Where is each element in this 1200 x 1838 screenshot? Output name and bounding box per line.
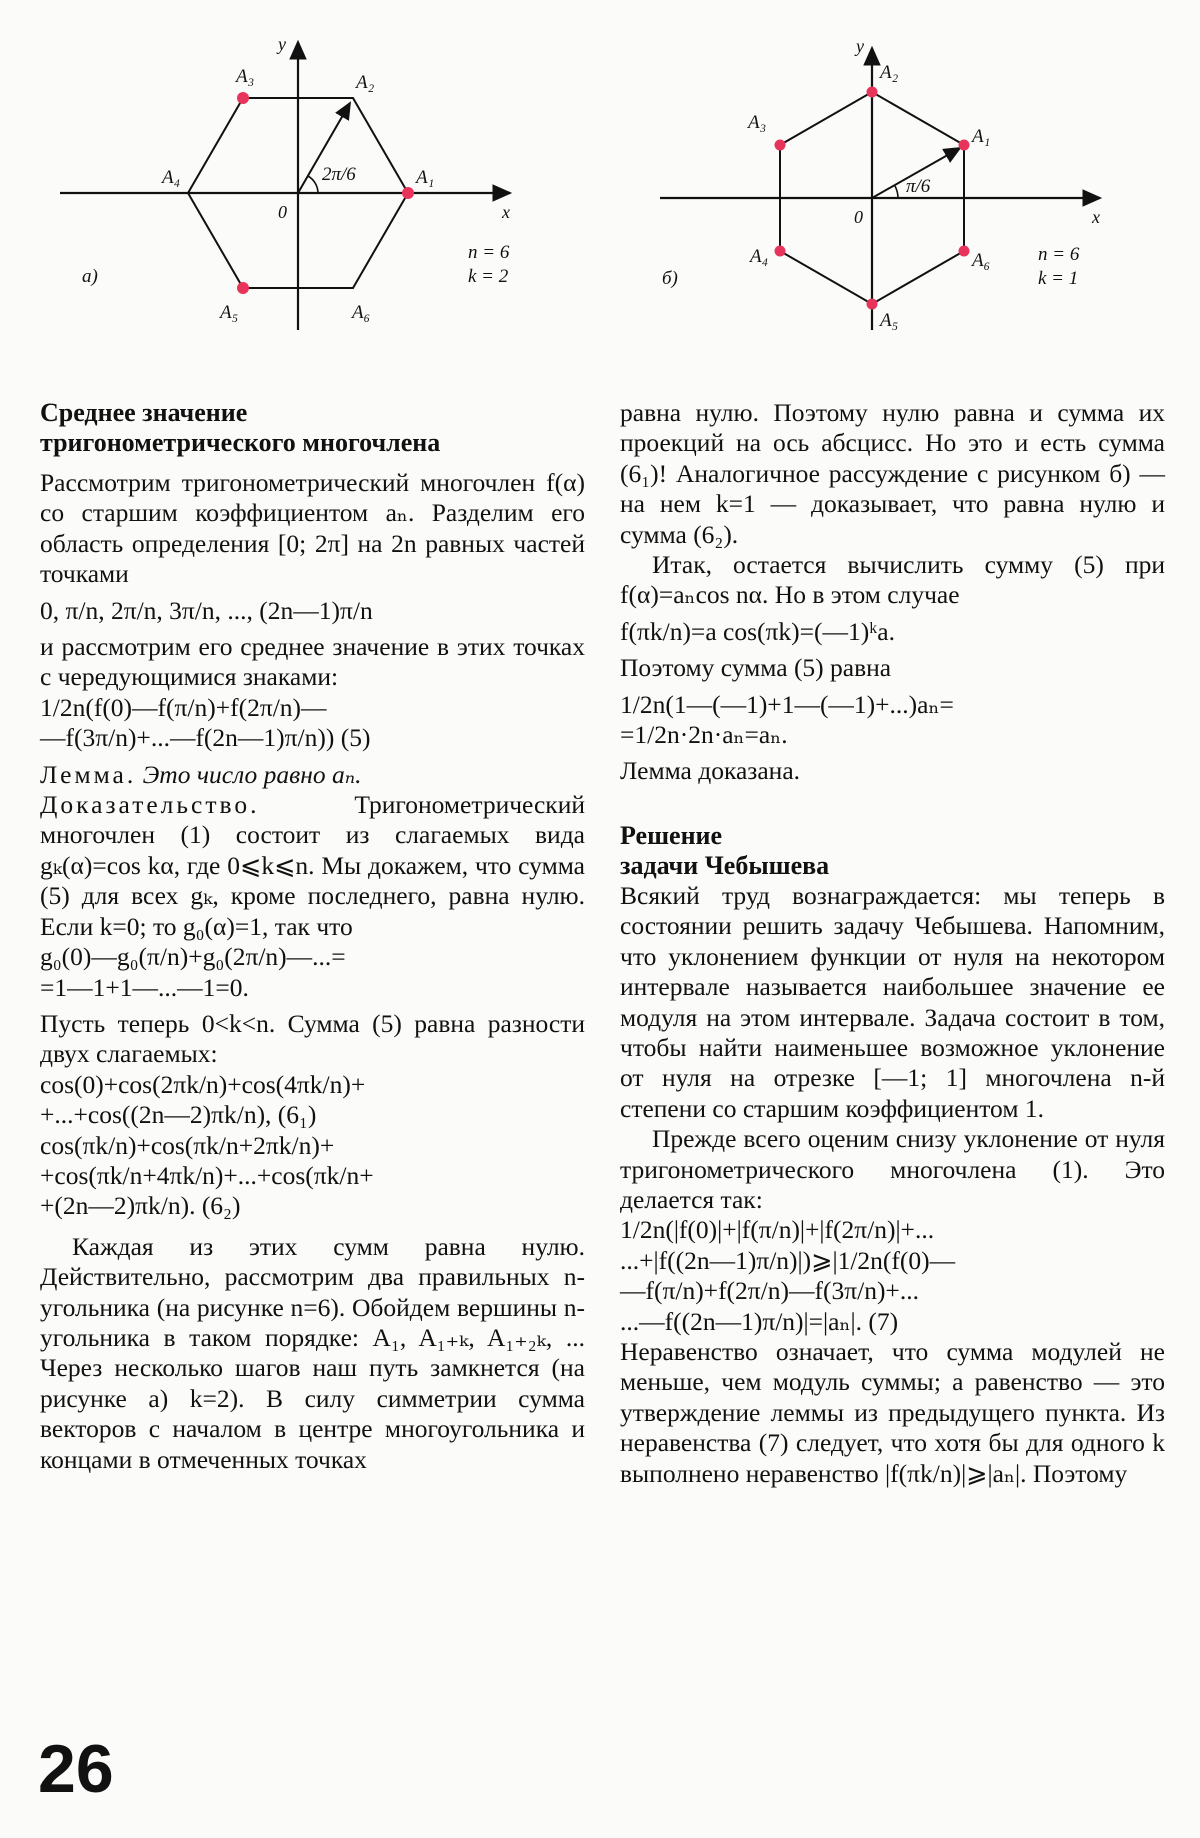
label-origin: 0 <box>278 202 287 222</box>
paragraph: Лемма доказана. <box>620 756 801 786</box>
formula-6-2-line2: +cos(πk/n+4πk/n)+...+cos(πk/n+ <box>40 1160 374 1190</box>
proof-label: Доказательство. <box>40 790 260 820</box>
formula-g0-line2: =1—1+1—...—1=0. <box>40 972 249 1002</box>
formula-sum-line2: =1/2n·2n·aₙ=aₙ. <box>620 720 788 750</box>
label-a1: A₁ <box>972 126 991 147</box>
formula-g0-line1: g₀(0)—g₀(π/n)+g₀(2π/n)—...= <box>40 942 346 972</box>
page-number: 26 <box>38 1731 114 1807</box>
lemma-text: Это число равно aₙ. <box>136 759 362 789</box>
paragraph: Неравенство означает, что сумма модулей не меньше, чем модуль суммы; а равенство — это утверждение леммы из предыдущего пункта. Из неравенства (7) следует, что хотя бы для одного k выполнено неравенство |f(πk/n)|⩾|aₙ|. Поэтому <box>620 1336 1165 1488</box>
panel-label: а) <box>82 266 98 287</box>
point-a1 <box>959 140 970 151</box>
formula-7-line4: ...—f((2n—1)π/n)|=|aₙ|. (7) <box>620 1306 899 1336</box>
point-a2 <box>867 87 878 98</box>
angle-arc <box>308 176 318 193</box>
point-a6 <box>959 246 970 257</box>
formula-sum-line1: 1/2n(1—(—1)+1—(—1)+...)aₙ= <box>620 689 954 719</box>
lemma <box>40 760 585 790</box>
proof-text: Тригонометрический многочлен (1) состоит из слагаемых вида gₖ(α)=cos kα, где 0⩽k⩽n. Мы докажем, что сумма (5) для всех gₖ, кроме последнего, равна нулю. Если k=0; то g₀(α)=1, так что <box>40 790 585 941</box>
formula-6-2-line1: cos(πk/n)+cos(πk/n+2πk/n)+ <box>40 1130 335 1160</box>
label-a4: A₄ <box>162 167 181 188</box>
formula-7-line2: ...+|f((2n—1)π/n)|)⩾|1/2n(f(0)— <box>620 1245 956 1275</box>
label-k: k = 1 <box>1038 268 1079 289</box>
point-a1 <box>402 187 414 199</box>
formula-6-1-line2: +...+cos((2n—2)πk/n), (6₁) <box>40 1100 317 1130</box>
paragraph: Всякий труд вознаграждается: мы теперь в состоянии решить задачу Чебышева. Напомним, что уклонением функции от нуля на некотором интервале называется наибольшее значение ее модуля на этом интервале. Задача состоит в том, чтобы найти наименьшее возможное уклонение от нуля на отрезке [—1; 1] многочлена n-й степени со старшим коэффициентом 1. <box>620 880 1165 1123</box>
right-column <box>620 398 1165 1489</box>
label-y: y <box>856 36 864 56</box>
paragraph: Каждая из этих сумм равна нулю. Действительно, рассмотрим два правильных n-угольника (на рисунке n=6). Обойдем вершины n-угольника в таком порядке: A₁, A₁₊ₖ, A₁₊₂ₖ, ... Через несколько шагов наш путь замкнется (на рисунке а) k=2). В силу симметрии сумма векторов с началом в центре многоугольника и концами в отмеченных точках <box>40 1231 585 1474</box>
label-a3: A₃ <box>748 112 767 133</box>
proof <box>40 790 585 942</box>
label-x: x <box>502 202 510 222</box>
label-a5: A₅ <box>220 302 239 323</box>
formula-f-pik-n: f(πk/n)=a cos(πk)=(—1)ᵏa. <box>620 616 895 646</box>
label-a4: A₄ <box>750 246 769 267</box>
section-heading-line1: Решение <box>620 820 723 850</box>
formula-sequence: 0, π/n, 2π/n, 3π/n, ..., (2n—1)π/n <box>40 595 373 625</box>
formula-5-line2: —f(3π/n)+...—f(2n—1)π/n)) (5) <box>40 723 371 753</box>
lemma-label: Лемма. <box>40 759 137 789</box>
label-x: x <box>1092 207 1100 227</box>
formula-5-line1: 1/2n(f(0)—f(π/n)+f(2π/n)— <box>40 692 327 722</box>
point-a4 <box>775 246 786 257</box>
label-a5: A₅ <box>880 310 899 331</box>
label-angle: 2π/6 <box>322 164 356 185</box>
label-a6: A₆ <box>972 250 991 271</box>
section-heading-line2: тригонометрического многочлена <box>40 428 441 457</box>
paragraph: Рассмотрим тригонометрический многочлен f(α) со старшим коэффициентом aₙ. Разделим его область определения [0; 2π] на 2n равных частей точками <box>40 468 585 589</box>
point-a3 <box>775 140 786 151</box>
figure-hexagon-b <box>640 30 1160 360</box>
paragraph: Пусть теперь 0<k<n. Сумма (5) равна разности двух слагаемых: <box>40 1008 585 1069</box>
label-a3: A₃ <box>236 66 255 87</box>
label-a6: A₆ <box>352 302 371 323</box>
label-origin: 0 <box>854 207 863 227</box>
paragraph: Итак, остается вычислить сумму (5) при f(α)=aₙcos nα. Но в этом случае <box>620 550 1165 610</box>
angle-arc <box>895 186 898 198</box>
point-a5 <box>867 299 878 310</box>
formula-6-1-line1: cos(0)+cos(2πk/n)+cos(4πk/n)+ <box>40 1069 366 1099</box>
formula-7-line1: 1/2n(|f(0)|+|f(π/n)|+|f(2π/n)|+... <box>620 1215 935 1245</box>
formula-7-line3: —f(π/n)+f(2π/n)—f(3π/n)+... <box>620 1276 919 1306</box>
left-column <box>40 398 585 1475</box>
section-heading-line1: Среднее значение <box>40 398 248 427</box>
label-a1: A₁ <box>416 167 435 188</box>
label-n: n = 6 <box>1038 244 1080 265</box>
label-a2: A₂ <box>356 72 375 93</box>
point-a3 <box>237 92 249 104</box>
paragraph: и рассмотрим его среднее значение в этих точках с чередующимися знаками: <box>40 632 585 692</box>
paragraph: Прежде всего оценим снизу уклонение от нуля тригонометрического многочлена (1). Это делается так: <box>620 1124 1165 1214</box>
panel-label: б) <box>662 268 678 289</box>
label-k: k = 2 <box>468 266 509 287</box>
section-heading-line2: задачи Чебышева <box>620 850 830 880</box>
paragraph: Поэтому сумма (5) равна <box>620 653 892 683</box>
label-angle: π/6 <box>906 176 931 197</box>
label-n: n = 6 <box>468 242 510 263</box>
label-a2: A₂ <box>880 62 899 83</box>
figure-hexagon-a <box>40 20 600 350</box>
point-a5 <box>237 282 249 294</box>
label-y: y <box>278 34 286 54</box>
formula-6-2-line3: +(2n—2)πk/n). (6₂) <box>40 1191 241 1221</box>
paragraph: равна нулю. Поэтому нулю равна и сумма их проекций на ось абсцисс. Но это и есть сумма (6₁)! Аналогичное рассуждение с рисунком б) — на нем k=1 — доказывает, что равна нулю и сумма (6₂). <box>620 398 1165 549</box>
